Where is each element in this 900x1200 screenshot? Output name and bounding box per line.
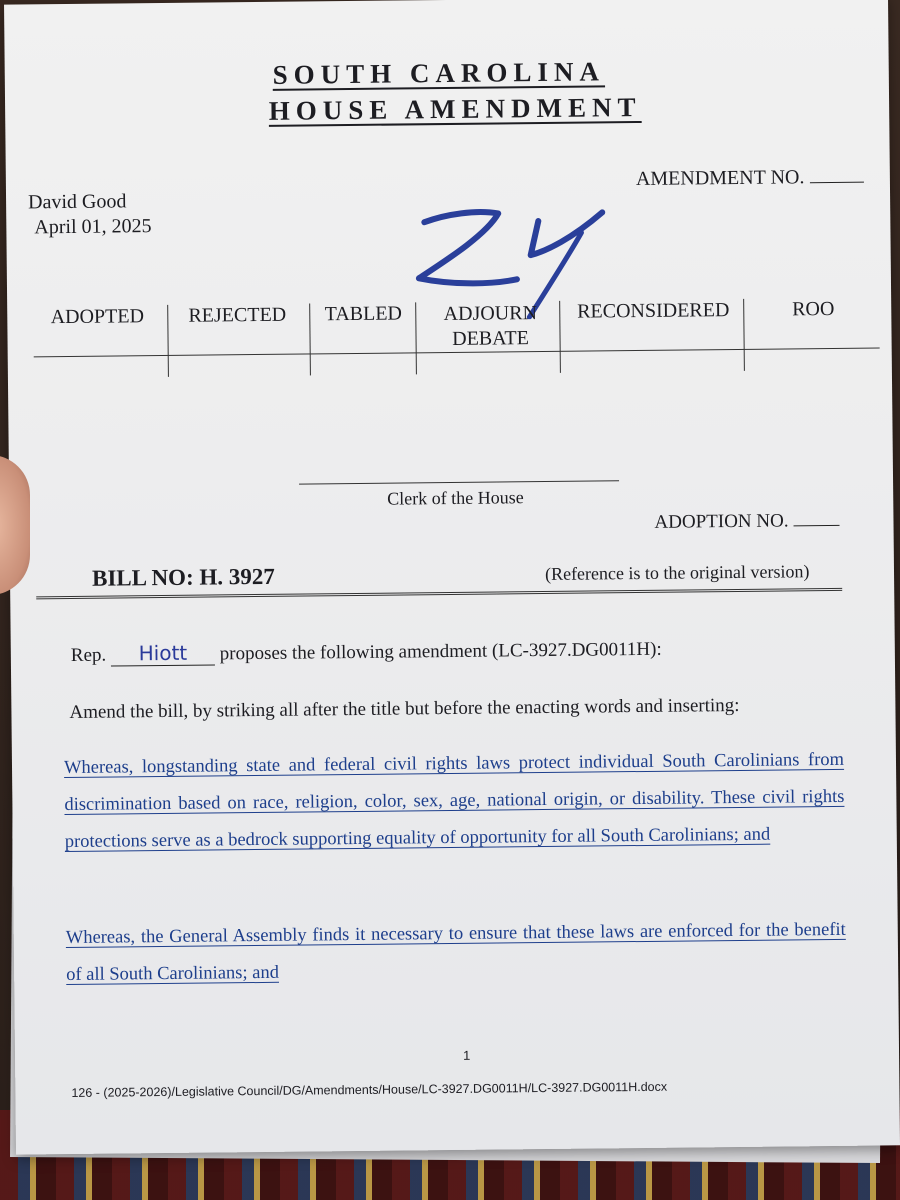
page-number: 1 <box>462 1047 471 1063</box>
status-divider <box>743 299 745 371</box>
clerk-label: Clerk of the House <box>387 487 524 509</box>
amendment-document <box>4 0 900 1155</box>
footer-file-path: 126 - (2025-2026)/Legislative Council/DG/Amendments/House/LC-3927.DG0011H/LC-3927.DG0011H.docx <box>71 1079 668 1100</box>
amend-instruction: Amend the bill, by striking all after the title but before the enacting words and inserting: <box>69 694 740 723</box>
adoption-number-blank <box>793 507 839 526</box>
status-adopted: ADOPTED <box>50 305 145 329</box>
amendment-number-blank <box>809 164 863 184</box>
status-divider <box>559 301 561 373</box>
title-line-2: HOUSE AMENDMENT <box>268 91 642 126</box>
sponsor-block <box>28 189 152 240</box>
reference-note: (Reference is to the original version) <box>544 561 810 584</box>
title-line-1: SOUTH CAROLINA <box>272 56 606 90</box>
whereas-paragraph-2: Whereas, the General Assembly finds it necessary to ensure that these laws are enforced for the benefit of all South Carolinians; and <box>65 919 846 986</box>
status-reconsidered: RECONSIDERED <box>577 299 730 323</box>
status-divider <box>415 302 417 374</box>
status-rejected: REJECTED <box>188 303 287 327</box>
status-tabled: TABLED <box>324 302 403 326</box>
amendment-number-field <box>636 164 864 191</box>
status-divider <box>309 303 311 375</box>
status-table <box>33 291 880 382</box>
representative-line <box>71 636 662 667</box>
status-adjourn-debate: ADJOURN DEBATE <box>443 302 538 350</box>
sponsor-name: David Good <box>27 190 127 214</box>
adoption-number-label: ADOPTION NO. <box>654 510 789 533</box>
adoption-number-field <box>654 507 839 534</box>
rep-prefix: Rep. <box>70 644 107 666</box>
sponsor-date: April 01, 2025 <box>34 215 152 239</box>
amendment-number-label: AMENDMENT NO. <box>635 166 805 191</box>
rep-suffix: proposes the following amendment (LC-3927.DG0011H): <box>219 638 662 665</box>
whereas-paragraph-1: Whereas, longstanding state and federal civil rights laws protect individual South Carolinians from discrimination based on race, religion, color, sex, age, national origin, or disability. These civil rights protections serve as a bedrock supporting equality of opportunity for all South Carolinians; and <box>63 749 845 853</box>
status-roo: ROO <box>792 297 835 321</box>
status-divider <box>167 305 169 377</box>
clerk-signature-line <box>299 480 619 484</box>
rep-name-handwritten: Hiott <box>111 640 215 666</box>
bill-number: BILL NO: H. 3927 <box>91 563 275 591</box>
